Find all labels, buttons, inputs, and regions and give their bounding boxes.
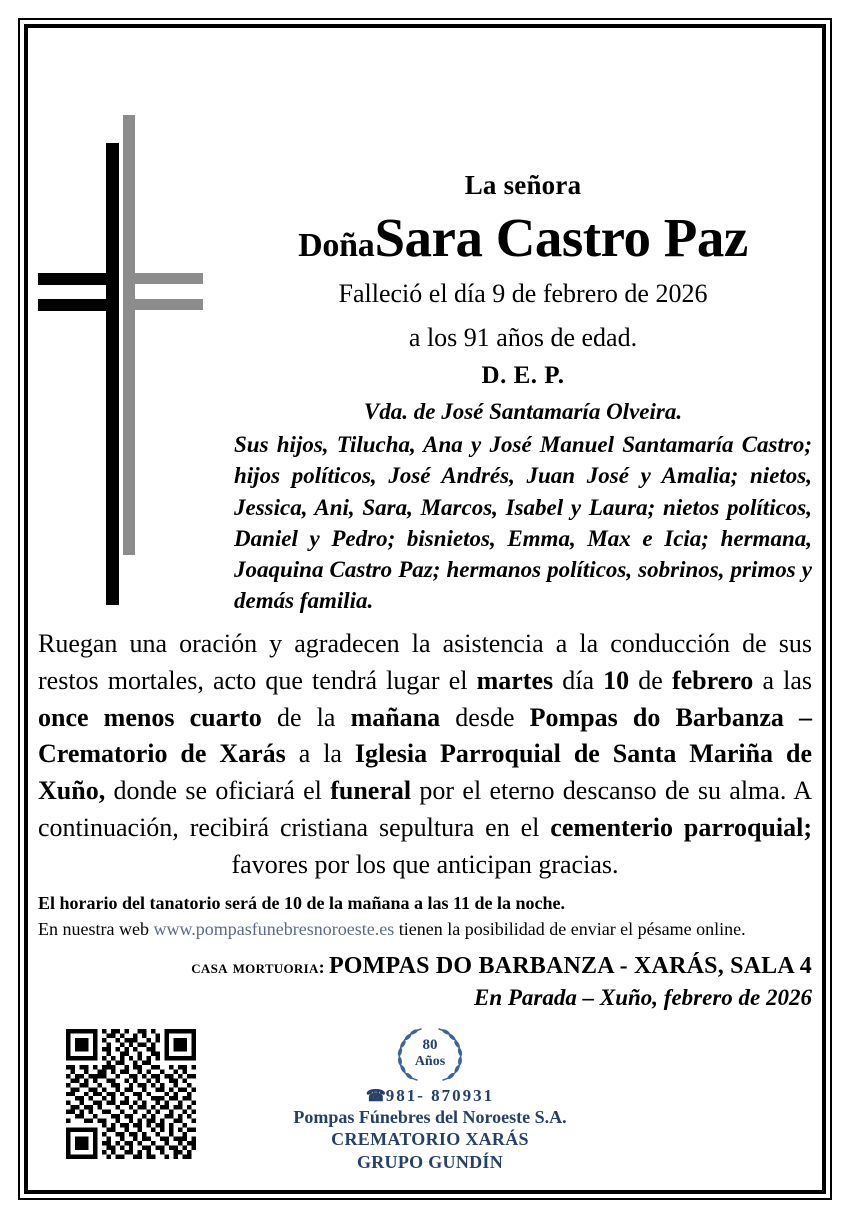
body-bold-funeral: funeral	[330, 776, 412, 806]
body-text: día	[553, 665, 604, 695]
funeral-details-paragraph	[38, 626, 812, 884]
relatives-list: Sus hijos, Tilucha, Ana y José Manuel Santamaría Castro; hijos políticos, José Andrés, Juan José y Amalia; nietos, Jessica, Ani, Sara, Marcos, Isabel y Laura; nietos políticos, Daniel y Pedro; bisnietos, Emma, Max e Icia; hermana, Joaquina Castro Paz; hermanos políticos, sobrinos, primos y demás familia.	[234, 432, 812, 613]
body-bold-date: 10	[603, 665, 630, 695]
website-note-prefix: En nuestra web	[38, 919, 154, 940]
body-text: a las	[753, 665, 812, 695]
website-url[interactable]: www.pompasfunebresnoroeste.es	[153, 919, 395, 940]
body-text: por el eterno descanso de su alma. A continuación, recibirá cristiana sepultura en el	[38, 776, 812, 843]
body-text: de la	[261, 702, 351, 732]
body-bold-daypart: mañana	[350, 702, 441, 732]
death-date-line: Falleció el día 9 de febrero de 2026	[338, 278, 708, 308]
crematorium-name: CREMATORIO XARÁS	[331, 1129, 529, 1150]
body-bold-day: martes	[476, 665, 554, 695]
company-name: Pompas Fúnebres del Noroeste S.A.	[293, 1107, 567, 1127]
mortuary-value: POMPAS DO BARBANZA - XARÁS, SALA 4	[328, 953, 812, 980]
body-bold-cemetery: cementerio parroquial;	[550, 813, 812, 843]
website-note	[38, 916, 812, 942]
body-text: donde se oficiará el	[105, 776, 331, 806]
widow-line: Vda. de José Santamaría Olveira.	[363, 399, 683, 425]
qr-code[interactable]	[66, 1029, 196, 1159]
wreath-years-number: 80	[422, 1037, 438, 1053]
telephone-icon: ☎	[365, 1088, 386, 1105]
website-note-suffix: tienen la posibilidad de enviar el pésame online.	[394, 919, 746, 940]
rip-line: D. E. P.	[481, 362, 565, 390]
wreath-years-label: Años	[414, 1054, 446, 1069]
body-text: favores por los que anticipan gracias.	[231, 850, 619, 880]
mortuary-label: casa mortuoria:	[191, 957, 325, 978]
footer-block	[250, 1022, 610, 1173]
mortuary-line	[38, 952, 812, 981]
body-text: a la	[285, 739, 355, 769]
deceased-name-line	[234, 209, 812, 267]
body-text: Ruegan una oración y agradecen la asistencia a la conducción de sus restos mortales, acto que tendrá lugar el	[38, 628, 812, 695]
phone-line	[250, 1086, 610, 1106]
body-text: de	[629, 665, 672, 695]
body-bold-origin: Pompas do Barbanza – Crematorio de Xarás	[38, 702, 813, 769]
body-bold-month: febrero	[671, 665, 754, 695]
phone-number: 981- 870931	[385, 1086, 495, 1105]
deceased-name: Sara Castro Paz	[374, 207, 748, 269]
tanatorio-schedule: El horario del tanatorio será de 10 de la mañana a las 11 de la noche.	[38, 893, 566, 914]
body-bold-church: Iglesia Parroquial de Santa Mariña de Xuño,	[38, 739, 812, 806]
honorific-line: La señora	[464, 170, 582, 200]
death-age-line: a los 91 años de edad.	[408, 323, 638, 353]
place-and-date: En Parada – Xuño, febrero de 2026	[474, 985, 812, 1011]
title-prefix: Doña	[298, 227, 375, 265]
anniversary-wreath-icon	[389, 1022, 471, 1084]
header-block	[234, 170, 812, 425]
content-column	[38, 170, 812, 1011]
body-bold-time: once menos cuarto	[38, 702, 262, 732]
body-text: desde	[440, 702, 530, 732]
group-name: GRUPO GUNDÍN	[356, 1151, 504, 1172]
